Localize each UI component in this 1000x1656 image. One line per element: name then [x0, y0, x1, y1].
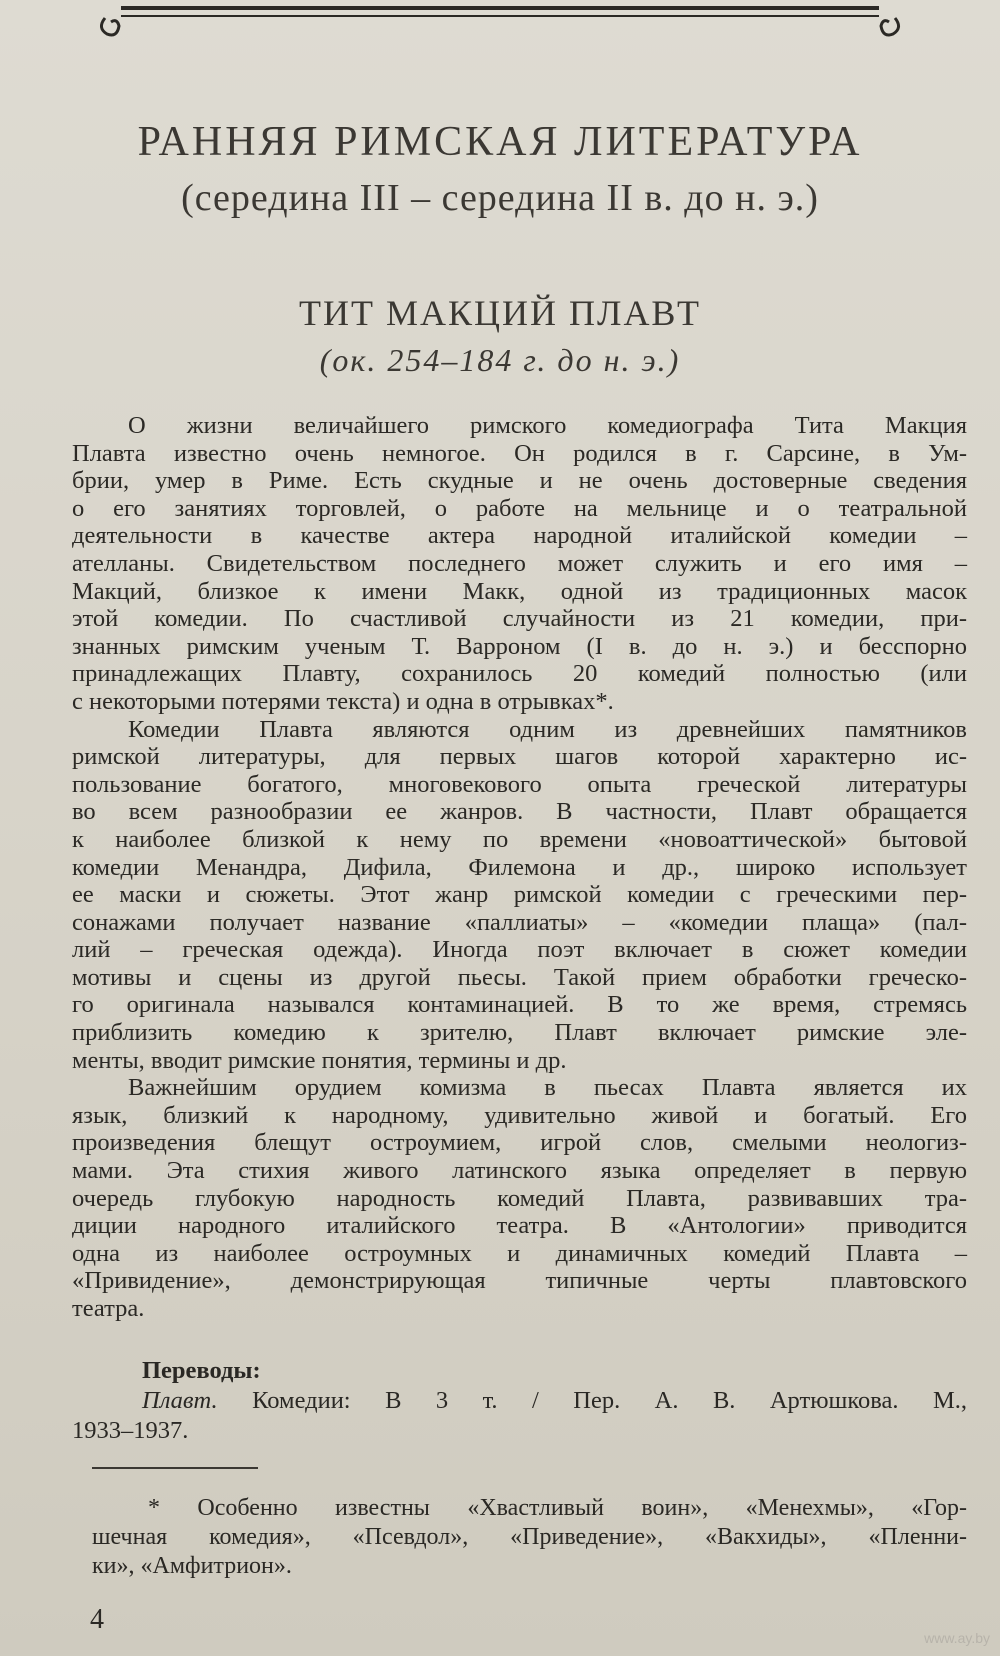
text-line: язык, близкий к народному, удивительно живой и богатый. Его [72, 1101, 967, 1129]
text-line: «Привидение», демонстрирующая типичные черты плавтовского [72, 1267, 967, 1295]
text-line: Важнейшим орудием комизма в пьесах Плавта является их [128, 1074, 967, 1102]
translations-section [72, 1356, 967, 1446]
text-line: принадлежащих Плавту, сохранилось 20 комедий полностью (или [72, 660, 967, 688]
translation-author: Плавт. [142, 1387, 218, 1414]
text-line: Плавта известно очень немногое. Он родился в г. Сарсине, в Ум- [72, 439, 967, 467]
text-line: приблизить комедию к зрителю, Плавт включает римские эле- [72, 1019, 967, 1047]
translation-entry [72, 1386, 967, 1416]
text-line: этой комедии. По счастливой случайности из 21 комедии, при- [72, 605, 967, 633]
text-line: го оригинала назывался контаминацией. В то же время, стремясь [72, 991, 967, 1019]
footnote-line: ки», «Амфитрион». [92, 1553, 292, 1579]
footnote [92, 1494, 967, 1581]
translation-years: 1933–1937. [72, 1417, 189, 1444]
text-line: во всем разнообразии ее жанров. В частности, Плавт обращается [72, 798, 967, 826]
text-line: к наиболее близкой к нему по времени «новоаттической» бытовой [72, 825, 967, 853]
section-subtitle: (ок. 254–184 г. до н. э.) [319, 342, 681, 378]
ornamental-border [95, 0, 905, 46]
text-line: римской литературы, для первых шагов которой характерно ис- [72, 743, 967, 771]
translations-title: Переводы: [142, 1357, 261, 1384]
text-line: очередь глубокую народность комедий Плавта, развивавших тра- [72, 1184, 967, 1212]
watermark: www.ay.by [924, 1630, 990, 1646]
text-line: пользование богатого, многовекового опыта греческой литературы [72, 770, 967, 798]
translation-details: Комедии: В 3 т. / Пер. А. В. Артюшкова. М., [252, 1387, 968, 1414]
text-line: О жизни величайшего римского комедиографа Тита Макция [128, 412, 967, 439]
footnote-line: шечная комедия», «Псевдол», «Приведение», «Вакхиды», «Пленни- [92, 1524, 967, 1550]
text-line: Макций, близкое к имени Макк, одной из традиционных масок [72, 577, 967, 605]
text-line: о его занятиях торговлей, о работе на мельнице и о театральной [72, 494, 967, 522]
chapter-title: РАННЯЯ РИМСКАЯ ЛИТЕРАТУРА [137, 119, 863, 165]
text-line: с некоторыми потерями текста) и одна в отрывках*. [72, 687, 614, 715]
text-line: одна из наиболее остроумных и динамичных комедий Плавта – [72, 1239, 967, 1267]
text-line: комедии Менандра, Дифила, Филемона и др., широко использует [72, 853, 967, 881]
text-line: деятельности в качестве актера народной италийской комедии – [72, 522, 967, 550]
text-line: сонажами получает название «паллиаты» – «комедии плаща» (пал- [72, 908, 967, 936]
text-line: Комедии Плавта являются одним из древнейших памятников [128, 715, 967, 743]
text-line: диции народного италийского театра. В «Антологии» приводится [72, 1212, 967, 1240]
page-number: 4 [90, 1604, 104, 1635]
footnote-divider [92, 1467, 258, 1469]
text-line: лий – греческая одежда). Иногда поэт включает в сюжет комедии [72, 936, 967, 964]
text-line: брии, умер в Риме. Есть скудные и не очень достоверные сведения [72, 467, 967, 495]
text-line: ее маски и сюжеты. Этот жанр римской комедии с греческими пер- [72, 881, 967, 909]
text-line: театра. [72, 1295, 145, 1322]
footnote-line: * Особенно известны «Хвастливый воин», «Менехмы», «Гор- [148, 1495, 967, 1521]
body-text [72, 412, 967, 1323]
text-line: знанных римским ученым Т. Варроном (I в. до н. э.) и бесспорно [72, 632, 967, 660]
text-line: произведения блещут остроумием, игрой слов, смелыми неологиз- [72, 1129, 967, 1157]
text-line: ателланы. Свидетельством последнего может служить и его имя – [72, 549, 967, 577]
text-line: мотивы и сцены из другой пьесы. Такой прием обработки греческо- [72, 963, 967, 991]
chapter-subtitle: (середина III – середина II в. до н. э.) [181, 177, 819, 219]
section-title: ТИТ МАКЦИЙ ПЛАВТ [299, 293, 701, 333]
text-line: менты, вводит римские понятия, термины и др. [72, 1046, 567, 1074]
text-line: мами. Эта стихия живого латинского языка определяет в первую [72, 1157, 967, 1185]
